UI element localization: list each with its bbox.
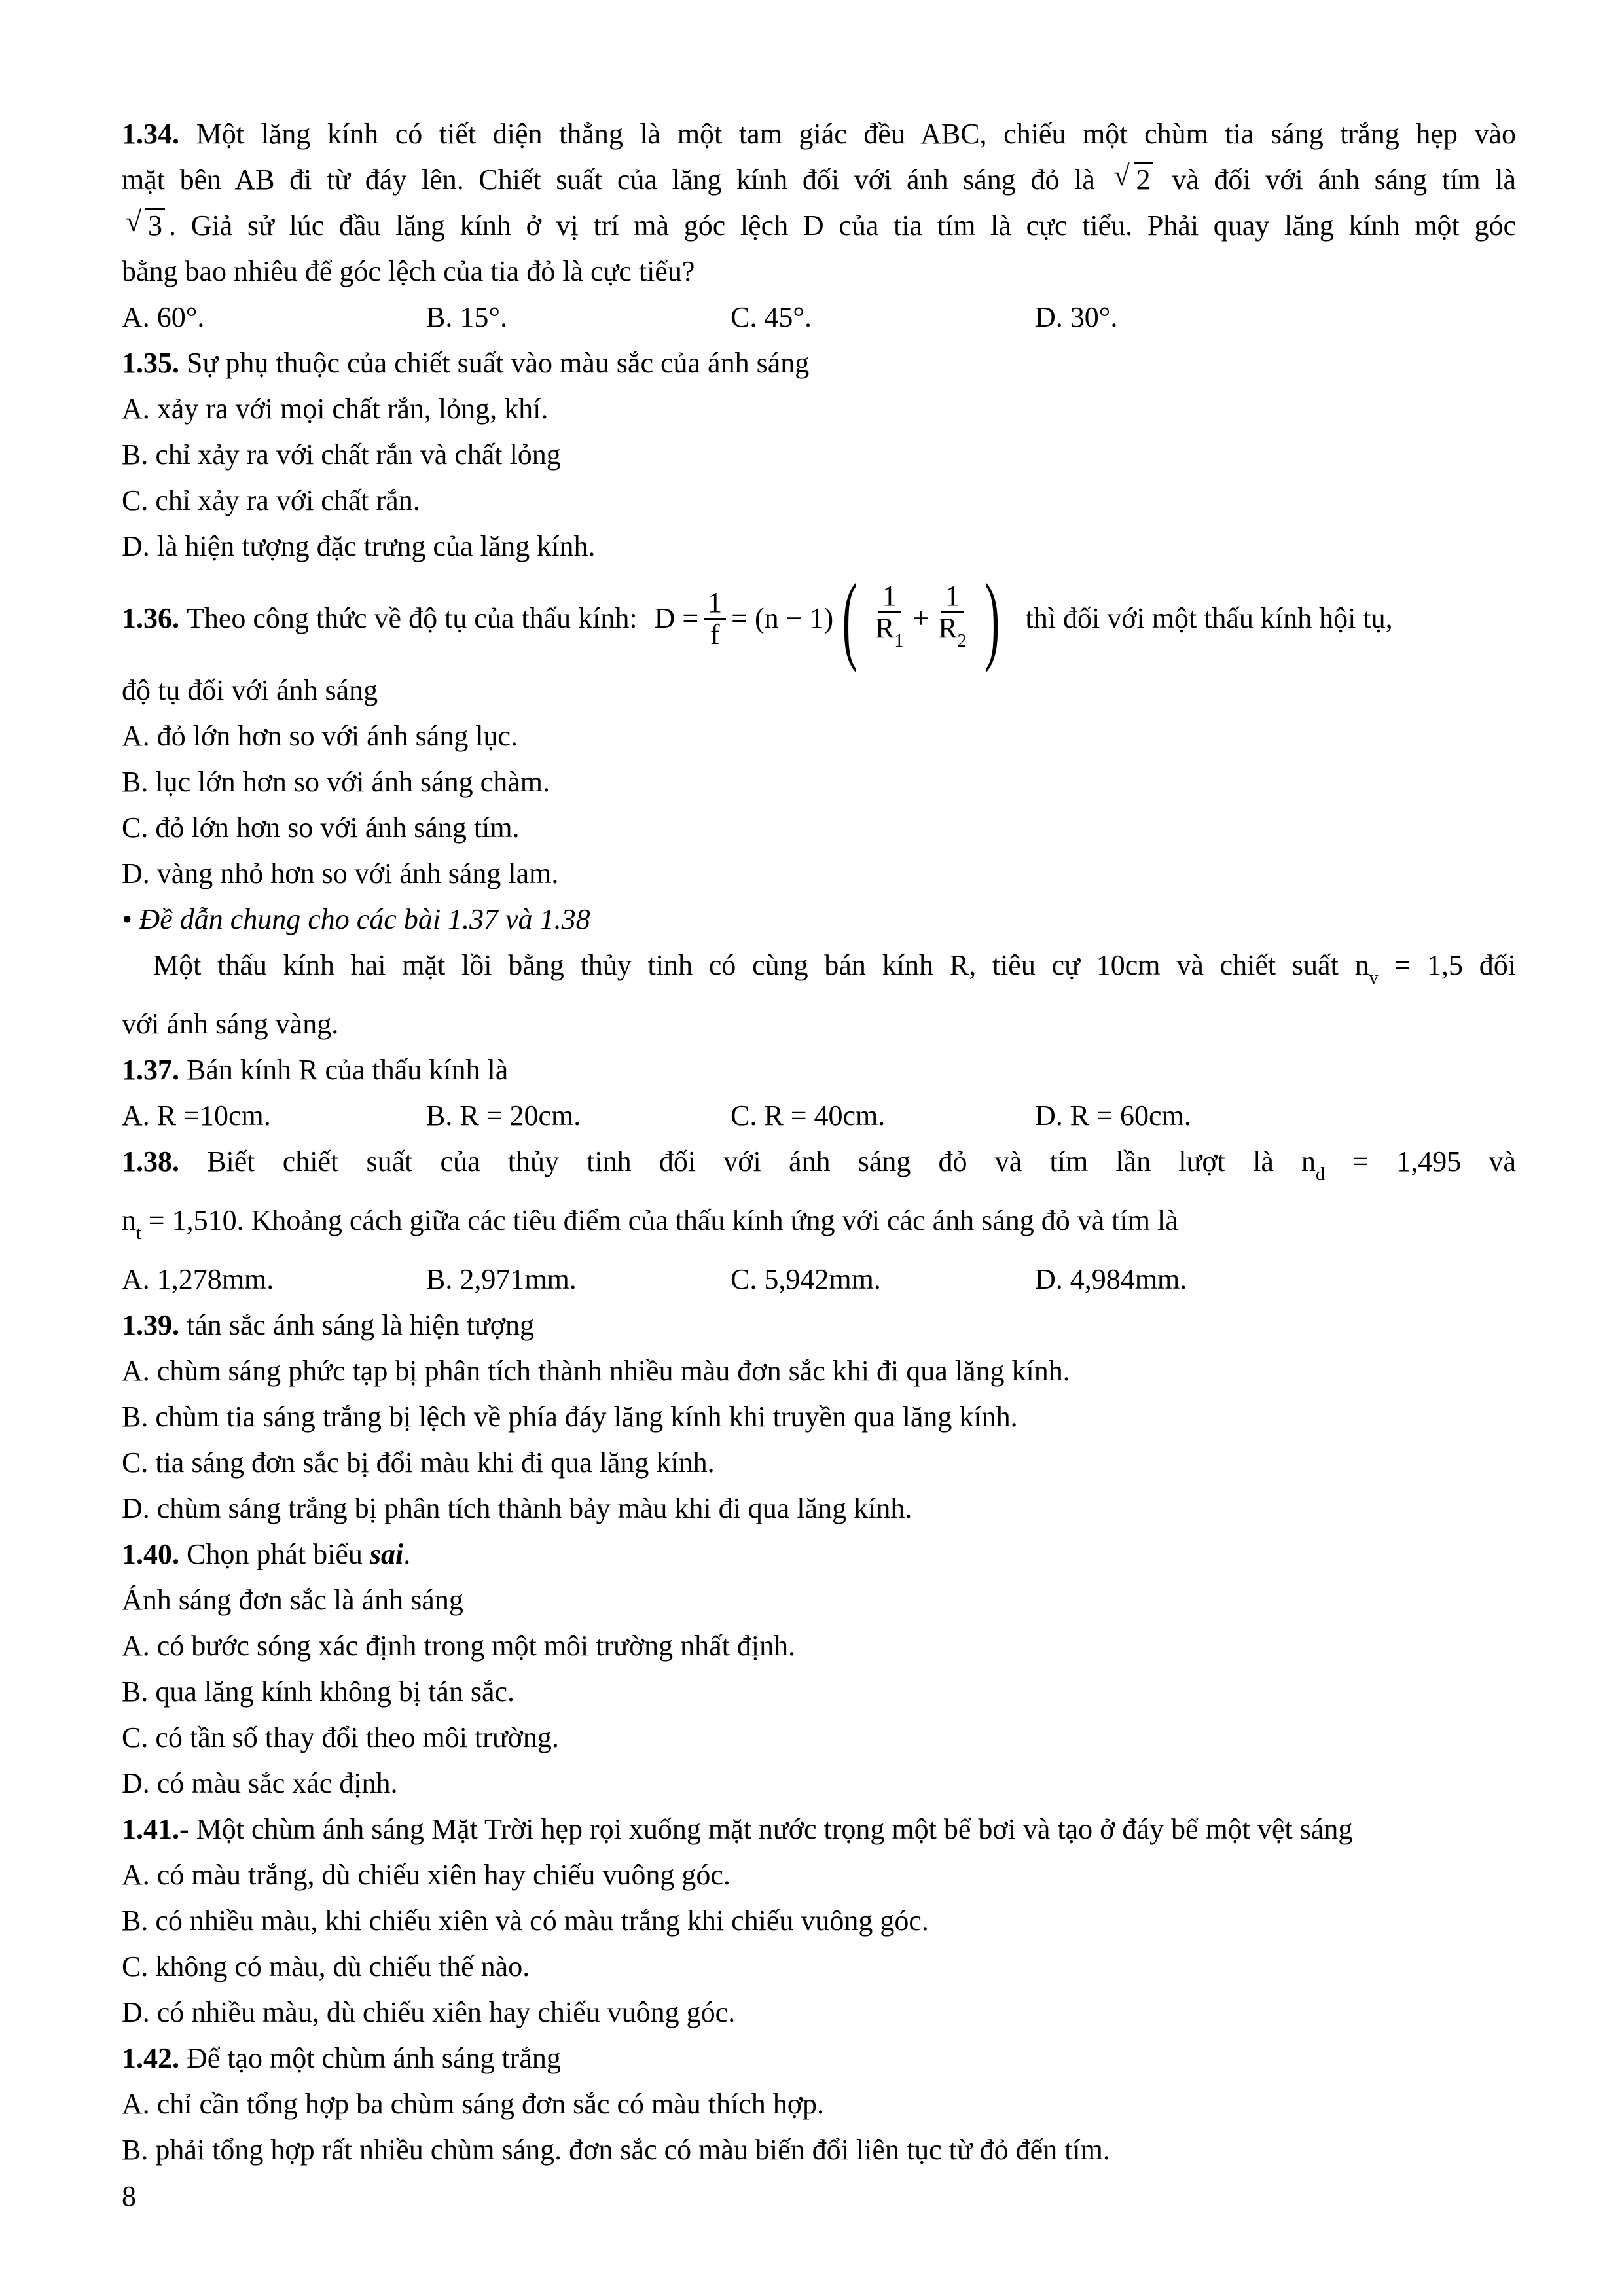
q140-number: 1.40. xyxy=(122,1538,179,1570)
q137-options xyxy=(122,1093,1516,1139)
q142-stem: 1.42. Để tạo một chùm ánh sáng trắng xyxy=(122,2042,561,2074)
q135-option-c: C. chỉ xảy ra với chất rắn. xyxy=(122,484,420,516)
q138-options xyxy=(122,1257,1516,1302)
q134-line1: 1.34. Một lăng kính có tiết diện thẳng là một tam giác đều ABC, chiếu một chùm tia sáng trắng hẹp vào xyxy=(122,118,1517,150)
q136-stem: 1.36. Theo công thức về độ tụ của thấu kính: D = $\frac{1}{f}$ = (n − 1) ( $\frac{1}{R_1}$ + $\frac{1}{R_2}$ ) thì đối với một thấu kính hội tụ, xyxy=(122,564,1393,673)
q138-line2: $n_t = 1,510$. Khoảng cách giữa các tiêu điểm của thấu kính ứng với các ánh sáng đỏ và tím là xyxy=(122,1204,1178,1244)
option-c: C. 5,942mm. xyxy=(731,1263,881,1295)
shared-intro-line1: Một thấu kính hai mặt lồi bằng thủy tinh có cùng bán kính R, tiêu cự 10cm và chiết suất $n_v = 1,5$ đối xyxy=(153,949,1516,988)
option-a: A. 60°. xyxy=(122,301,205,333)
q136-option-a: A. đỏ lớn hơn so với ánh sáng lục. xyxy=(122,720,518,752)
option-b: B. 15°. xyxy=(426,301,507,333)
q142-option-b: B. phải tổng hợp rất nhiều chùm sáng. đơn sắc có màu biến đổi liên tục từ đỏ đến tím. xyxy=(122,2134,1110,2166)
q140-stem: 1.40. Chọn phát biểu sai. xyxy=(122,1538,411,1570)
q139-option-b: B. chùm tia sáng trắng bị lệch về phía đáy lăng kính khi truyền qua lăng kính. xyxy=(122,1401,1018,1433)
q140-option-c: C. có tần số thay đổi theo môi trường. xyxy=(122,1721,559,1753)
option-c: C. 45°. xyxy=(731,301,812,333)
shared-intro-line2: với ánh sáng vàng. xyxy=(122,1008,339,1040)
q137-number: 1.37. xyxy=(122,1054,179,1086)
fraction-1-over-f: $\frac{1}{f}$ xyxy=(704,588,726,650)
q140-option-a: A. có bước sóng xác định trong một môi trường nhất định. xyxy=(122,1630,796,1662)
q140-stem2: Ánh sáng đơn sắc là ánh sáng xyxy=(122,1584,463,1616)
q134-options xyxy=(122,295,1516,340)
q135-option-d: D. là hiện tượng đặc trưng của lăng kính. xyxy=(122,530,596,562)
option-d: D. 30°. xyxy=(1035,301,1118,333)
q138-number: 1.38. xyxy=(122,1145,179,1177)
shared-intro-note: • Đề dẫn chung cho các bài 1.37 và 1.38 xyxy=(122,903,590,935)
emphasis-sai: sai xyxy=(369,1538,404,1570)
q135-option-b: B. chỉ xảy ra với chất rắn và chất lỏng xyxy=(122,439,561,471)
q141-stem: 1.41.- Một chùm ánh sáng Mặt Trời hẹp rọi xuống mặt nước trọng một bể bơi và tạo ở đáy bể một vệt sáng xyxy=(122,1813,1353,1845)
option-a: A. R =10cm. xyxy=(122,1100,271,1132)
q140-option-b: B. qua lăng kính không bị tán sắc. xyxy=(122,1676,515,1708)
q137-stem: 1.37. Bán kính R của thấu kính là xyxy=(122,1054,509,1086)
q136-option-d: D. vàng nhỏ hơn so với ánh sáng lam. xyxy=(122,857,559,889)
q142-number: 1.42. xyxy=(122,2042,179,2074)
sqrt-2: √ 2 xyxy=(1114,157,1153,203)
q139-option-a: A. chùm sáng phức tạp bị phân tích thành nhiều màu đơn sắc khi đi qua lăng kính. xyxy=(122,1355,1070,1387)
q139-option-d: D. chùm sáng trắng bị phân tích thành bảy màu khi đi qua lăng kính. xyxy=(122,1492,912,1524)
option-c: C. R = 40cm. xyxy=(731,1100,886,1132)
q134-line4: bằng bao nhiêu để góc lệch của tia đỏ là cực tiểu? xyxy=(122,255,695,287)
fraction-1-over-r2: $\frac{1}{R_2}$ xyxy=(938,579,967,651)
q134-line3: √ 3 . Giả sử lúc đầu lăng kính ở vị trí mà góc lệch D của tia tím là cực tiểu. Phải quay lăng kính một góc xyxy=(122,203,1516,249)
fraction-1-over-r1: $\frac{1}{R_1}$ xyxy=(875,579,904,651)
q135-number: 1.35. xyxy=(122,347,179,379)
q136-number: 1.36. xyxy=(122,602,179,634)
q138-line1: 1.38. Biết chiết suất của thủy tinh đối với ánh sáng đỏ và tím lần lượt là $n_d = 1,495$ và xyxy=(122,1145,1516,1185)
document-page xyxy=(122,111,1516,2173)
option-b: B. R = 20cm. xyxy=(426,1100,581,1132)
q141-option-a: A. có màu trắng, dù chiếu xiên hay chiếu vuông góc. xyxy=(122,1859,731,1891)
q139-number: 1.39. xyxy=(122,1309,179,1341)
lens-power-formula: D = $\frac{1}{f}$ = (n − 1) ( $\frac{1}{R_1}$ + $\frac{1}{R_2}$ ) xyxy=(654,564,1000,673)
q136-option-b: B. lục lớn hơn so với ánh sáng chàm. xyxy=(122,766,550,798)
q141-number: 1.41. xyxy=(122,1813,179,1845)
option-d: D. 4,984mm. xyxy=(1035,1263,1187,1295)
q139-option-c: C. tia sáng đơn sắc bị đổi màu khi đi qua lăng kính. xyxy=(122,1446,715,1479)
q136-option-c: C. đỏ lớn hơn so với ánh sáng tím. xyxy=(122,812,520,844)
q134-number: 1.34. xyxy=(122,118,179,150)
q136-stem-cont: độ tụ đối với ánh sáng xyxy=(122,674,378,706)
q134-line2: mặt bên AB đi từ đáy lên. Chiết suất của lăng kính đối với ánh sáng đỏ là √ 2 và đối với ánh sáng tím là xyxy=(122,157,1516,203)
option-a: A. 1,278mm. xyxy=(122,1263,274,1295)
q135-option-a: A. xảy ra với mọi chất rắn, lỏng, khí. xyxy=(122,393,549,425)
sqrt-3: √ 3 xyxy=(126,203,165,249)
option-b: B. 2,971mm. xyxy=(426,1263,577,1295)
q140-option-d: D. có màu sắc xác định. xyxy=(122,1767,398,1799)
q141-option-c: C. không có màu, dù chiếu thế nào. xyxy=(122,1950,530,1982)
page-number: 8 xyxy=(122,2180,136,2212)
q141-option-d: D. có nhiều màu, dù chiếu xiên hay chiếu vuông góc. xyxy=(122,1996,736,2028)
q141-option-b: B. có nhiều màu, khi chiếu xiên và có màu trắng khi chiếu vuông góc. xyxy=(122,1905,929,1937)
q135-stem: 1.35. Sự phụ thuộc của chiết suất vào màu sắc của ánh sáng xyxy=(122,347,810,379)
q139-stem: 1.39. tán sắc ánh sáng là hiện tượng xyxy=(122,1309,534,1341)
q142-option-a: A. chỉ cần tổng hợp ba chùm sáng đơn sắc có màu thích hợp. xyxy=(122,2088,824,2120)
option-d: D. R = 60cm. xyxy=(1035,1100,1191,1132)
